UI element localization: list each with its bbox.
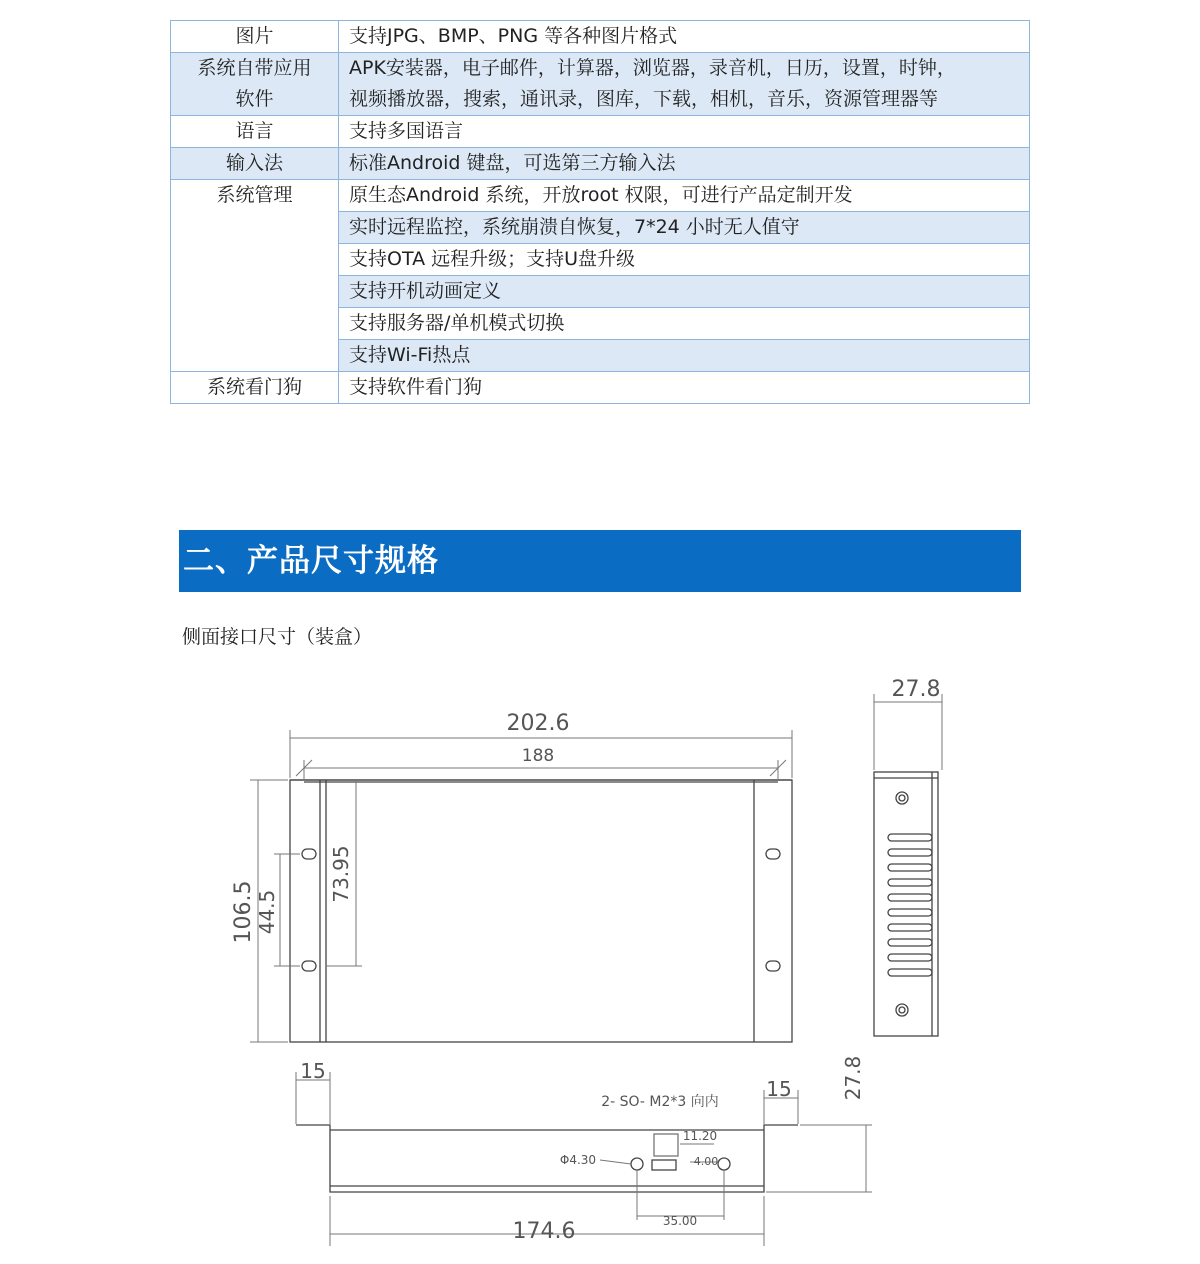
mount-slot: [302, 849, 316, 859]
dim-label: 15: [300, 1059, 326, 1083]
row-key: 系统管理: [171, 180, 339, 372]
dim-label: 73.95: [329, 845, 353, 903]
dim-label: 202.6: [506, 711, 570, 736]
row-value: 标准Android 键盘，可选第三方输入法: [339, 148, 1030, 180]
row-key-line: 系统自带应用: [197, 57, 312, 79]
dim-label: 27.8: [841, 1055, 865, 1101]
dim-label: 15: [766, 1077, 792, 1101]
row-value: 支持多国语言: [339, 116, 1030, 148]
dim-label: 106.5: [231, 880, 256, 944]
port-hole: [718, 1158, 730, 1170]
row-value: 支持服务器/单机模式切换: [339, 308, 1030, 340]
front-outline: [290, 780, 792, 1042]
port-rect: [652, 1160, 676, 1170]
mount-slot: [766, 849, 780, 859]
drawing-caption: 侧面接口尺寸（装盒）: [182, 626, 373, 648]
row-value: 支持OTA 远程升级；支持U盘升级: [339, 244, 1030, 276]
dim-label: 174.6: [512, 1219, 576, 1244]
row-key: 语言: [171, 116, 339, 148]
row-key: 系统看门狗: [171, 372, 339, 404]
row-value: 支持JPG、BMP、PNG 等各种图片格式: [339, 21, 1030, 53]
dim-label: 35.00: [662, 1214, 698, 1228]
dim-label: 27.8: [891, 677, 941, 702]
row-value: 支持软件看门狗: [339, 372, 1030, 404]
row-value: 实时远程监控，系统崩溃自恢复，7*24 小时无人值守: [339, 212, 1030, 244]
side-screw: [896, 792, 908, 804]
dim-label: Φ4.30: [559, 1153, 597, 1167]
dim-label: 11.20: [682, 1129, 718, 1143]
row-key: 图片: [171, 21, 339, 53]
vent-slots: [888, 834, 932, 976]
mount-slot: [302, 961, 316, 971]
dim-label: 4.00: [693, 1155, 719, 1168]
mount-slot: [766, 961, 780, 971]
row-key-line: 软件: [235, 88, 274, 110]
side-screw: [896, 1004, 908, 1016]
row-value-line: 视频播放器，搜索，通讯录，图库，下载，相机，音乐，资源管理器等: [349, 88, 939, 110]
row-value: 支持Wi-Fi热点: [339, 340, 1030, 372]
port-hole: [631, 1158, 643, 1170]
row-value: 原生态Android 系统，开放root 权限，可进行产品定制开发: [339, 180, 1030, 212]
section-title: 二、产品尺寸规格: [183, 543, 439, 579]
side-outline: [874, 772, 938, 1036]
row-value: 支持开机动画定义: [339, 276, 1030, 308]
row-key: 输入法: [171, 148, 339, 180]
dim-label: 44.5: [255, 889, 279, 935]
dim-label: 188: [521, 746, 555, 766]
row-value-line: APK安装器，电子邮件，计算器，浏览器，录音机，日历，设置，时钟，: [349, 57, 956, 79]
dim-label: 2- SO- M2*3 向内: [601, 1094, 719, 1110]
